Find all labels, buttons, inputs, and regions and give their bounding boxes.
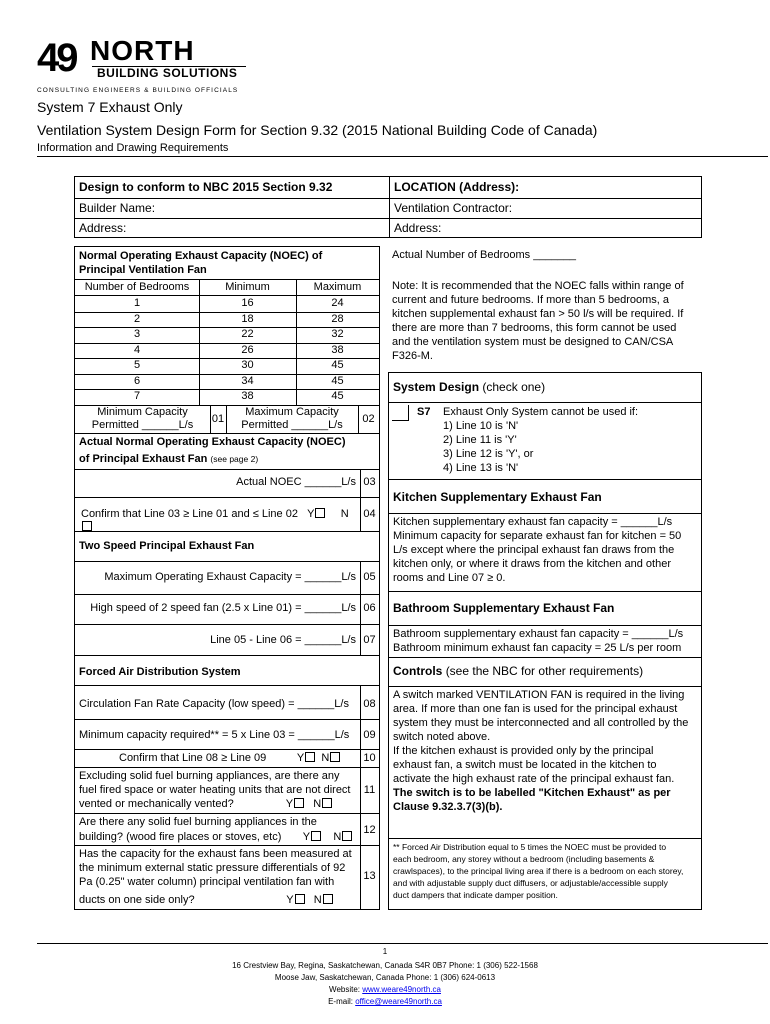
address-field[interactable]: Address: xyxy=(79,221,127,235)
design-conform-label: Design to conform to NBC 2015 Section 9.32 xyxy=(79,180,333,194)
min-capacity-label: Minimum Capacity xyxy=(97,406,188,418)
kitchen-capacity-field[interactable]: Kitchen supplementary exhaust fan capacity = ______L/s xyxy=(393,516,673,528)
noec-cell: 4 xyxy=(133,343,141,356)
question-12-line-2: building? (wood fire places or stoves, etc) Y N xyxy=(75,831,360,844)
controls-line: activate the high exhaust rate of the principal exhaust fan. xyxy=(393,773,675,785)
no-checkbox-04[interactable] xyxy=(82,521,92,531)
line-07: 07 xyxy=(363,634,376,646)
s7-description: Exhaust Only System cannot be used if: xyxy=(443,406,639,418)
kitchen-line: Minimum capacity for separate exhaust fan for kitchen = 50 xyxy=(393,530,682,542)
noec-cell: 26 xyxy=(241,343,254,356)
form-section-label: Information and Drawing Requirements xyxy=(37,142,229,154)
info-table xyxy=(74,176,702,238)
col-bedrooms: Number of Bedrooms xyxy=(84,281,190,293)
location-field[interactable]: LOCATION (Address): xyxy=(394,180,520,194)
line-diff-field[interactable]: Line 05 - Line 06 = ______L/s xyxy=(210,634,356,646)
line-10: 10 xyxy=(363,752,376,764)
noec-cell: 45 xyxy=(331,374,344,387)
question-13-line-2: the minimum external static pressure differentials of 92 xyxy=(79,862,346,874)
footer-website: Website: www.weare49north.ca xyxy=(329,985,441,994)
right-column xyxy=(388,246,702,910)
min-capacity-required-field[interactable]: Minimum capacity required** = 5 x Line 03 = ______L/s xyxy=(79,729,350,741)
question-11-line-2: fuel fired space or water heating units that are not direct xyxy=(79,784,351,796)
no-checkbox-10[interactable] xyxy=(330,752,340,762)
s7-label: S7 xyxy=(417,406,431,418)
note-line: Note: It is recommended that the NOEC falls within range of xyxy=(392,280,684,292)
line-03: 03 xyxy=(363,476,376,488)
system-design-title: System Design (check one) xyxy=(393,380,546,394)
two-speed-title: Two Speed Principal Exhaust Fan xyxy=(79,540,255,552)
line-09: 09 xyxy=(363,729,376,741)
footnote-line: and with adjustable supply duct diffusers, or adjustable/accessible supply xyxy=(393,878,668,888)
s7-item-1: 1) Line 10 is 'N' xyxy=(443,420,519,432)
kitchen-line: kitchen only, or where it draws from the kitchen and other xyxy=(393,558,671,570)
see-page-note: (see page 2) xyxy=(210,454,259,464)
line-05: 05 xyxy=(363,571,376,583)
note-line: there are more than 7 bedrooms, this form cannot be used xyxy=(392,322,677,334)
footer-address: 16 Crestview Bay, Regina, Saskatchewan, Canada S4R 0B7 Phone: 1 (306) 522-1568 xyxy=(232,961,538,970)
bathroom-line: Bathroom minimum exhaust fan capacity = 25 L/s per room xyxy=(393,642,682,654)
line-02: 02 xyxy=(362,413,375,425)
kitchen-line: L/s except where the principal exhaust fan draws from the xyxy=(393,544,675,556)
controls-bold-line: The switch is to be labelled "Kitchen Exhaust" as per xyxy=(393,787,671,799)
s7-checkbox[interactable] xyxy=(392,405,409,421)
noec-cell: 18 xyxy=(241,312,254,325)
noec-cell: 28 xyxy=(331,312,344,325)
logo-tagline: CONSULTING ENGINEERS & BUILDING OFFICIALS xyxy=(37,87,239,94)
logo-sub: BUILDING SOLUTIONS xyxy=(97,66,238,80)
kitchen-line: rooms and Line 07 ≥ 0. xyxy=(393,572,506,584)
noec-cell: 38 xyxy=(331,343,344,356)
no-checkbox-11[interactable] xyxy=(322,798,332,808)
note-line: current and future bedrooms. If more than 5 bedrooms, a xyxy=(392,294,669,306)
noec-cell: 24 xyxy=(331,297,344,309)
question-11-line-3: vented or mechanically vented? Y N xyxy=(75,798,360,811)
noec-cell: 30 xyxy=(241,359,254,371)
high-speed-field[interactable]: High speed of 2 speed fan (2.5 x Line 01) = ______L/s xyxy=(90,602,356,614)
controls-line: If the kitchen exhaust is provided only by the principal xyxy=(393,745,654,757)
yes-checkbox-11[interactable] xyxy=(294,798,304,808)
circulation-fan-field[interactable]: Circulation Fan Rate Capacity (low speed) = ______L/s xyxy=(79,698,349,710)
controls-line: A switch marked VENTILATION FAN is required in the living xyxy=(393,689,685,701)
max-capacity-field[interactable]: Permitted ______L/s xyxy=(241,419,343,431)
footnote-line: duct dampers that indicate damper position. xyxy=(393,890,558,900)
footnote-line: crawlspaces), to the principal living area if there is a bedroom on each storey, xyxy=(393,866,684,876)
bedrooms-field[interactable]: Actual Number of Bedrooms _______ xyxy=(392,249,577,261)
noec-cell: 38 xyxy=(241,390,254,402)
line-06: 06 xyxy=(363,602,376,614)
form-subtitle: Ventilation System Design Form for Section 9.32 (2015 National Building Code of Canada) xyxy=(37,122,598,138)
line-12: 12 xyxy=(363,824,376,836)
form-title: System 7 Exhaust Only xyxy=(37,99,183,115)
yes-checkbox-04[interactable] xyxy=(315,508,325,518)
actual-noec-title: Actual Normal Operating Exhaust Capacity (NOEC) xyxy=(79,436,346,448)
noec-cell: 16 xyxy=(241,297,254,309)
actual-noec-field[interactable]: Actual NOEC ______L/s xyxy=(236,476,356,488)
yes-checkbox-13[interactable] xyxy=(295,894,305,904)
system-design-block xyxy=(388,372,702,910)
bathroom-capacity-field[interactable]: Bathroom supplementary exhaust fan capacity = ______L/s xyxy=(393,628,684,640)
no-checkbox-12[interactable] xyxy=(342,831,352,841)
max-capacity-label: Maximum Capacity xyxy=(245,406,339,418)
controls-title: Controls (see the NBC for other requirements) xyxy=(393,664,644,678)
bathroom-title: Bathroom Supplementary Exhaust Fan xyxy=(393,601,615,615)
question-13-line-4: ducts on one side only? Y N xyxy=(75,894,360,907)
noec-cell: 34 xyxy=(241,374,254,387)
header-divider xyxy=(37,156,768,157)
yes-checkbox-10[interactable] xyxy=(305,752,315,762)
line-04: 04 xyxy=(363,508,376,520)
line-13: 13 xyxy=(363,870,376,882)
s7-item-3: 3) Line 12 is 'Y', or xyxy=(443,448,534,460)
col-minimum: Minimum xyxy=(225,281,270,293)
confirm-line-04: Confirm that Line 03 ≥ Line 01 and ≤ Line 02 Y N xyxy=(77,508,360,534)
question-13: Has the capacity for the exhaust fans been measured at xyxy=(79,848,352,860)
col-maximum: Maximum xyxy=(313,281,362,293)
controls-line: system they must be interconnected and all controlled by the xyxy=(393,717,689,729)
note-line: F326-M. xyxy=(392,350,433,362)
contractor-address-field[interactable]: Address: xyxy=(394,221,442,235)
kitchen-title: Kitchen Supplementary Exhaust Fan xyxy=(393,490,602,504)
line-01: 01 xyxy=(211,413,225,425)
noec-cell: 1 xyxy=(133,297,141,309)
noec-cell: 45 xyxy=(331,390,344,402)
page-number: 1 xyxy=(382,947,388,956)
footer-email: E-mail: office@weare49north.ca xyxy=(328,997,442,1006)
footer-moose-jaw: Moose Jaw, Saskatchewan, Canada Phone: 1 (306) 624-0613 xyxy=(274,973,496,982)
question-13-line-3: Pa (0.25" water column) principal ventilation fan with xyxy=(79,876,335,888)
controls-line: exhaust fan, a switch must be located in the kitchen to xyxy=(393,759,657,771)
yes-checkbox-12[interactable] xyxy=(311,831,321,841)
question-12: Are there any solid fuel burning appliances in the xyxy=(79,816,317,828)
noec-title-2: Principal Ventilation Fan xyxy=(79,264,207,276)
min-capacity-field[interactable]: Permitted ______L/s xyxy=(91,419,194,431)
footnote-line: each bedroom, any storey without a bedroom (including basements & xyxy=(393,854,655,864)
noec-cell: 5 xyxy=(133,359,141,371)
s7-item-2: 2) Line 11 is 'Y' xyxy=(443,434,517,446)
ventilation-contractor-field[interactable]: Ventilation Contractor: xyxy=(394,201,513,215)
website-link[interactable]: www.weare49north.ca xyxy=(362,985,441,994)
forced-air-title: Forced Air Distribution System xyxy=(79,666,241,678)
noec-cell: 22 xyxy=(241,328,254,340)
note-line: and the ventilation system must be designed to CAN/CSA xyxy=(392,336,674,348)
actual-noec-title-2: of Principal Exhaust Fan xyxy=(79,453,208,465)
footnote-line: ** Forced Air Distribution equal to 5 times the NOEC must be provided to xyxy=(393,842,667,852)
controls-line: area. If more than one fan is used for the principal exhaust xyxy=(393,703,678,715)
max-operating-field[interactable]: Maximum Operating Exhaust Capacity = ______L/s xyxy=(104,571,356,583)
s7-item-4: 4) Line 13 is 'N' xyxy=(443,462,519,474)
noec-cell: 2 xyxy=(133,312,141,325)
noec-cell: 6 xyxy=(133,374,141,387)
noec-title: Normal Operating Exhaust Capacity (NOEC) of xyxy=(79,250,323,262)
line-11: 11 xyxy=(363,784,376,796)
controls-line: switch noted above. xyxy=(393,731,491,743)
noec-cell: 45 xyxy=(331,359,344,371)
footer-divider xyxy=(37,943,768,944)
logo-number: 49 xyxy=(37,36,76,80)
note-line: kitchen supplemental exhaust fan > 50 l/s will be required. If xyxy=(392,308,684,320)
left-column xyxy=(74,246,380,910)
email-link[interactable]: office@weare49north.ca xyxy=(355,997,442,1006)
noec-cell: 32 xyxy=(331,328,344,340)
line-08: 08 xyxy=(363,698,376,710)
no-checkbox-13[interactable] xyxy=(323,894,333,904)
noec-cell: 3 xyxy=(133,328,141,340)
confirm-line-10: Confirm that Line 08 ≥ Line 09 Y N xyxy=(115,752,360,765)
controls-bold-line: Clause 9.32.3.7(3)(b). xyxy=(393,801,503,813)
question-11: Excluding solid fuel burning appliances, are there any xyxy=(79,770,340,782)
builder-name-field[interactable]: Builder Name: xyxy=(79,201,156,215)
noec-cell: 7 xyxy=(133,390,141,402)
logo-word: NORTH xyxy=(90,35,195,66)
